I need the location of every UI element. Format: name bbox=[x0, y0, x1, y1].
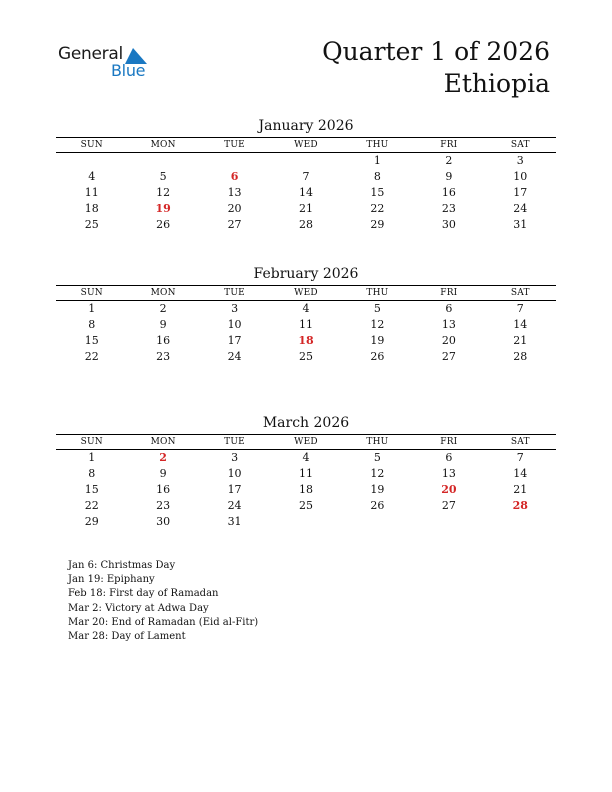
day-cell: 25 bbox=[84, 218, 99, 231]
day-cell: 8 bbox=[373, 170, 381, 183]
day-cell: 6 bbox=[445, 302, 453, 315]
day-cell: 14 bbox=[513, 318, 528, 331]
logo-blue-text: Blue bbox=[111, 61, 146, 80]
holiday-item: Mar 20: End of Ramadan (Eid al-Fitr) bbox=[68, 616, 259, 628]
holiday-item: Mar 28: Day of Lament bbox=[68, 631, 186, 643]
holiday-day-cell: 6 bbox=[230, 170, 239, 183]
month-january bbox=[56, 116, 556, 233]
day-cell: 10 bbox=[227, 318, 242, 331]
empty-day-cell bbox=[56, 153, 127, 169]
day-cell: 16 bbox=[441, 186, 456, 199]
day-cell: 17 bbox=[227, 483, 242, 496]
day-cell: 6 bbox=[445, 451, 453, 464]
day-cell: 24 bbox=[513, 202, 528, 215]
weekday-sat: SAT bbox=[510, 140, 530, 150]
day-cell: 7 bbox=[302, 170, 310, 183]
day-cell: 4 bbox=[302, 451, 310, 464]
day-cell: 16 bbox=[156, 483, 171, 496]
day-cell: 1 bbox=[88, 302, 96, 315]
day-cell: 20 bbox=[227, 202, 242, 215]
day-cell: 1 bbox=[88, 451, 96, 464]
weekday-mon: MON bbox=[150, 288, 176, 298]
day-cell: 13 bbox=[441, 318, 456, 331]
day-cell: 3 bbox=[516, 154, 524, 167]
holiday-item: Mar 2: Victory at Adwa Day bbox=[68, 602, 209, 614]
empty-day-cell bbox=[199, 153, 270, 169]
day-cell: 17 bbox=[227, 334, 242, 347]
country-name: Ethiopia bbox=[443, 69, 550, 98]
day-cell: 29 bbox=[84, 515, 99, 528]
day-cell: 7 bbox=[516, 451, 524, 464]
day-cell: 18 bbox=[298, 483, 313, 496]
day-cell: 21 bbox=[513, 334, 528, 347]
page-header bbox=[322, 36, 550, 100]
day-cell: 13 bbox=[441, 467, 456, 480]
month-march bbox=[56, 413, 556, 530]
day-cell: 14 bbox=[298, 186, 313, 199]
weekday-tue: TUE bbox=[224, 437, 245, 447]
weekday-sun: SUN bbox=[80, 288, 103, 298]
day-cell: 14 bbox=[513, 467, 528, 480]
day-cell: 20 bbox=[441, 334, 456, 347]
empty-day-cell bbox=[127, 153, 198, 169]
day-cell: 23 bbox=[441, 202, 456, 215]
day-cell: 12 bbox=[156, 186, 171, 199]
day-cell: 3 bbox=[231, 451, 239, 464]
day-cell: 11 bbox=[298, 467, 313, 480]
day-cell: 3 bbox=[231, 302, 239, 315]
day-cell: 19 bbox=[370, 334, 385, 347]
logo bbox=[58, 44, 168, 84]
day-cell: 18 bbox=[84, 202, 99, 215]
weekday-header bbox=[56, 434, 556, 450]
weekday-header bbox=[56, 137, 556, 153]
holiday-item: Jan 19: Epiphany bbox=[68, 574, 155, 586]
day-cell: 15 bbox=[370, 186, 385, 199]
weekday-thu: THU bbox=[366, 140, 389, 150]
day-cell: 23 bbox=[156, 350, 171, 363]
holiday-list bbox=[68, 559, 258, 644]
holiday-day-cell: 19 bbox=[155, 202, 171, 215]
weekday-tue: TUE bbox=[224, 288, 245, 298]
day-cell: 28 bbox=[298, 218, 313, 231]
day-cell: 21 bbox=[298, 202, 313, 215]
day-cell: 10 bbox=[513, 170, 528, 183]
day-grid bbox=[56, 301, 556, 365]
day-cell: 9 bbox=[159, 467, 167, 480]
day-cell: 24 bbox=[227, 499, 242, 512]
day-cell: 4 bbox=[302, 302, 310, 315]
day-cell: 15 bbox=[84, 334, 99, 347]
day-cell: 2 bbox=[159, 302, 167, 315]
day-cell: 17 bbox=[513, 186, 528, 199]
month-title: February 2026 bbox=[253, 266, 359, 282]
day-cell: 27 bbox=[441, 350, 456, 363]
weekday-fri: FRI bbox=[440, 288, 458, 298]
day-cell: 12 bbox=[370, 467, 385, 480]
day-cell: 19 bbox=[370, 483, 385, 496]
day-cell: 31 bbox=[513, 218, 528, 231]
day-cell: 4 bbox=[88, 170, 96, 183]
day-cell: 5 bbox=[373, 302, 381, 315]
day-cell: 13 bbox=[227, 186, 242, 199]
day-cell: 28 bbox=[513, 350, 528, 363]
day-cell: 23 bbox=[156, 499, 171, 512]
weekday-wed: WED bbox=[294, 437, 318, 447]
weekday-header bbox=[56, 285, 556, 301]
weekday-tue: TUE bbox=[224, 140, 245, 150]
weekday-fri: FRI bbox=[440, 140, 458, 150]
holiday-day-cell: 2 bbox=[159, 451, 167, 464]
day-cell: 7 bbox=[516, 302, 524, 315]
day-cell: 26 bbox=[370, 499, 385, 512]
month-title: January 2026 bbox=[258, 118, 354, 134]
day-cell: 5 bbox=[159, 170, 167, 183]
weekday-mon: MON bbox=[150, 140, 176, 150]
day-cell: 27 bbox=[227, 218, 242, 231]
weekday-sun: SUN bbox=[80, 140, 103, 150]
day-cell: 8 bbox=[88, 318, 96, 331]
day-grid bbox=[56, 153, 556, 233]
day-cell: 10 bbox=[227, 467, 242, 480]
day-cell: 21 bbox=[513, 483, 528, 496]
weekday-mon: MON bbox=[150, 437, 176, 447]
day-cell: 22 bbox=[370, 202, 385, 215]
weekday-thu: THU bbox=[366, 288, 389, 298]
month-title: March 2026 bbox=[262, 415, 350, 431]
holiday-item: Feb 18: First day of Ramadan bbox=[68, 588, 219, 600]
holiday-day-cell: 28 bbox=[512, 499, 528, 512]
day-cell: 11 bbox=[84, 186, 99, 199]
weekday-thu: THU bbox=[366, 437, 389, 447]
day-cell: 26 bbox=[156, 218, 171, 231]
day-cell: 26 bbox=[370, 350, 385, 363]
day-cell: 5 bbox=[373, 451, 381, 464]
holiday-item: Jan 6: Christmas Day bbox=[68, 560, 176, 571]
day-cell: 12 bbox=[370, 318, 385, 331]
day-cell: 30 bbox=[156, 515, 171, 528]
day-cell: 31 bbox=[227, 515, 242, 528]
holiday-day-cell: 18 bbox=[298, 334, 314, 347]
day-cell: 16 bbox=[156, 334, 171, 347]
day-cell: 29 bbox=[370, 218, 385, 231]
day-cell: 9 bbox=[445, 170, 453, 183]
day-cell: 2 bbox=[445, 154, 453, 167]
day-cell: 25 bbox=[298, 350, 313, 363]
holiday-day-cell: 20 bbox=[441, 483, 457, 496]
empty-day-cell bbox=[270, 153, 341, 169]
day-cell: 15 bbox=[84, 483, 99, 496]
weekday-fri: FRI bbox=[440, 437, 458, 447]
day-cell: 11 bbox=[298, 318, 313, 331]
day-cell: 22 bbox=[84, 350, 99, 363]
month-february bbox=[56, 264, 556, 365]
day-cell: 8 bbox=[88, 467, 96, 480]
day-cell: 1 bbox=[373, 154, 381, 167]
day-cell: 24 bbox=[227, 350, 242, 363]
day-cell: 27 bbox=[441, 499, 456, 512]
day-cell: 9 bbox=[159, 318, 167, 331]
logo-general-text: General bbox=[58, 44, 123, 64]
weekday-sat: SAT bbox=[510, 437, 530, 447]
weekday-wed: WED bbox=[294, 288, 318, 298]
day-cell: 22 bbox=[84, 499, 99, 512]
weekday-sun: SUN bbox=[80, 437, 103, 447]
day-cell: 25 bbox=[298, 499, 313, 512]
weekday-sat: SAT bbox=[510, 288, 530, 298]
day-cell: 30 bbox=[441, 218, 456, 231]
page-title: Quarter 1 of 2026 bbox=[322, 37, 550, 66]
day-grid bbox=[56, 450, 556, 530]
weekday-wed: WED bbox=[294, 140, 318, 150]
